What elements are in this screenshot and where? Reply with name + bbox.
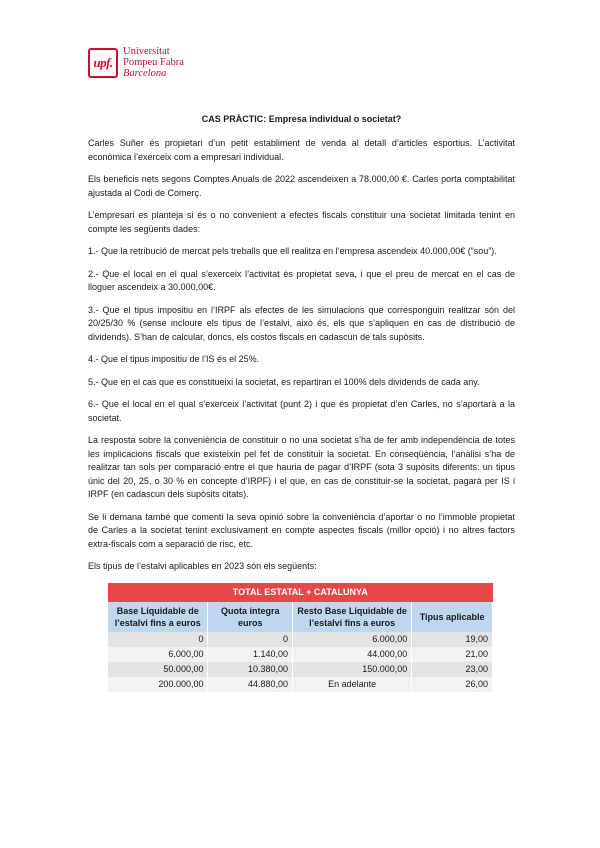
logo-line-2: Pompeu Fabra (123, 57, 184, 68)
table-cell: 26,00 (412, 677, 493, 692)
savings-tax-rates-table (108, 583, 493, 692)
paragraph-item-2: 2.- Que el local en el qual s’exerceix l’activitat és propietat seva, i que el preu de mercat en el cas de lloguer ascendeix a 30.000,00€. (88, 268, 515, 292)
paragraph-item-5: 5.- Que en el cas que es constitueixi la societat, es repartiran el 100% dels dividends de cada any. (88, 376, 480, 387)
paragraph-item-4: 4.- Que el tipus impositiu de l’IS és el 25%. (88, 354, 260, 364)
paragraph-intro: Carles Suñer és propietari d’un petit establiment de venda al detall d’articles esportius. L’activitat econòmica l’exerceix com a empresari individual. (88, 138, 515, 162)
header-tipus-aplicable: Tipus aplicable (412, 602, 493, 632)
table-cell: 0 (208, 632, 293, 647)
table-row (108, 677, 493, 692)
table-title: TOTAL ESTATAL + CATALUNYA (108, 583, 493, 602)
paragraph-property-opinion: Se li demana també que comenti la seva opinió sobre la conveniència d’aportar o no l’immoble propietat de Carles a la societat tenint exclusivament en compte aspectes fiscals (millor opció) i no altres factors extra-fiscals com a separació de risc, etc. (88, 511, 515, 549)
table-cell: 6.000,00 (293, 632, 412, 647)
table-cell: 19,00 (412, 632, 493, 647)
paragraph-table-intro: Els tipus de l’estalvi aplicables en 2023 són els següents: (88, 561, 317, 571)
table-cell: 1.140,00 (208, 647, 293, 662)
paragraph-item-6: 6.- Que el local en el qual s’exerceix l’activitat (punt 2) i que és propietat d’en Carles, no s’aportarà a la societat. (88, 399, 515, 423)
header-quota-integra: Quota íntegra euros (208, 602, 293, 632)
paragraph-profits: Els beneficis nets segons Comptes Anuals de 2022 ascendeixen a 78.000,00 €. Carles porta comptabilitat ajustada al Codi de Comerç. (88, 174, 515, 198)
document-title: CAS PRÀCTIC: Empresa individual o societat? (201, 114, 402, 124)
table-cell: 10.380,00 (208, 662, 293, 677)
table-cell: 23,00 (412, 662, 493, 677)
table-cell: 0 (108, 632, 208, 647)
table-cell: 50.000,00 (108, 662, 208, 677)
table-row (108, 632, 493, 647)
paragraph-answer-criteria: La resposta sobre la conveniència de constituir o no una societat s’ha de fer amb independència de totes les implicacions fiscals que existeixin pel fet de constituir la societat. En conseqüència, l’anàlisi s’ha de realitzar tan sols per comparació entre el que hauria de pagar d’IRPF (sota 3 supòsits diferents: un tipus únic del 20, 25, o 30 % en concepte d’IRPF) i el que, en cas de constituir-se la societat, pagarà per IS i IRPF (en cadascun dels supòsits citats). (88, 435, 515, 499)
header-base-liquidable: Base Líquidable de l’estalvi fins a euros (108, 602, 208, 632)
table-row (108, 647, 493, 662)
table-row (108, 662, 493, 677)
document-body (88, 114, 515, 692)
paragraph-item-3: 3.- Que el tipus impositiu en l’IRPF als efectes de les simulacions que corresponguin realitzar són del 20/25/30 % (sense incloure els tipus de l’estalvi, això és, els que s’apliquen en cas de distribució de dividends). S’han de calcular, doncs, els costos fiscals en cadascun de tals supòsits. (88, 304, 515, 342)
logo-line-1: Universitat (123, 46, 170, 57)
university-logo (88, 46, 184, 79)
header-resto-base: Resto Base Líquidable de l’estalvi fins a euros (293, 602, 412, 632)
table-cell: 21,00 (412, 647, 493, 662)
paragraph-question: L’empresari es planteja si és o no convenient a efectes fiscals constituir una societat limitada tenint en compte les següents dades: (88, 210, 515, 234)
paragraph-item-1: 1.- Que la retribució de mercat pels treballs que ell realitza en l’empresa ascendeix 40.000,00€ (“sou”). (88, 246, 497, 256)
table-cell: 6.000,00 (108, 647, 208, 662)
logo-line-3: Barcelona (123, 68, 167, 79)
table-cell: En adelante (293, 677, 412, 692)
table-cell: 44.880,00 (208, 677, 293, 692)
logo-wordmark (123, 46, 184, 79)
table-cell: 150.000,00 (293, 662, 412, 677)
upf-logo-mark: upf. (88, 48, 118, 78)
table-cell: 200.000,00 (108, 677, 208, 692)
table-cell: 44.000,00 (293, 647, 412, 662)
